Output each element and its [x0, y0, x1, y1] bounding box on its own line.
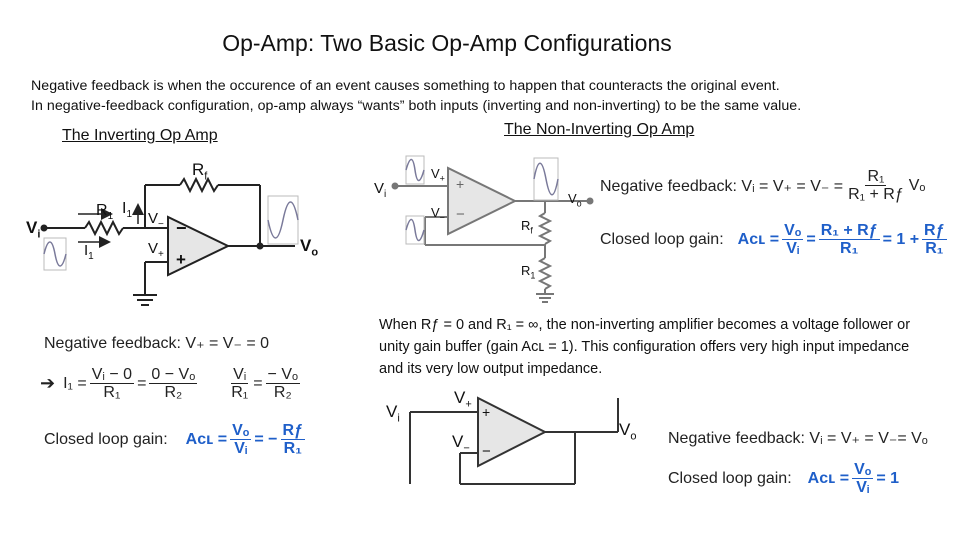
- follower-paragraph: When Rƒ = 0 and R₁ = ∞, the non-inverting amplifier becomes a voltage follower or unity gain buffer (gain Aᴄʟ = 1). This configuration offers very high input impedance and its very low output impedance.: [379, 317, 911, 377]
- follower-gain-equation: [668, 461, 899, 496]
- noninverting-heading: The Non-Inverting Op Amp: [504, 121, 695, 138]
- intro-line-1: Negative feedback is when the occurence of an event causes something to happen that counteracts the original event.: [31, 78, 780, 94]
- inverting-gain-frac2: $\frac{Rƒ}{\text{R₁}}$: [282, 422, 303, 457]
- inverting-circuit: [42, 179, 296, 305]
- inverting-output-waveform: [268, 196, 298, 244]
- inverting-r1-label: $R_1$: [96, 202, 114, 223]
- inverting-i1-label: $I_1$: [122, 200, 133, 221]
- inverting-current-equation: [40, 366, 303, 401]
- inverting-feedback-text: Negative feedback: V₊ = V₋ = 0: [44, 335, 270, 352]
- noninverting-gain-frac2: $\frac{\text{R₁ + Rƒ}}{\text{R₁}}$: [820, 222, 878, 257]
- intro-line-2: In negative-feedback configuration, op-amp always “wants” both inputs (inverting and non-inverting) to be the same value.: [31, 98, 802, 114]
- inverting-vo-label: $V_o$: [300, 236, 319, 259]
- noninverting-vplus-label: $V_+$: [431, 166, 445, 184]
- follower-gain-label: Closed loop gain:: [668, 469, 792, 487]
- follower-plus-sign: +: [482, 404, 491, 420]
- inverting-gain-equation: [44, 422, 308, 457]
- follower-gain-rhs: = 1: [876, 469, 900, 487]
- inverting-rf-label: $R_f$: [192, 160, 208, 183]
- follower-feedback-text: Negative feedback: Vᵢ = V₊ = V₋= Vₒ: [668, 430, 928, 447]
- noninverting-feedback-suffix: Vₒ: [908, 176, 926, 194]
- follower-gain-frac: $\frac{\text{Vₒ}}{\text{Vᵢ}}$: [854, 461, 872, 496]
- right-arrow-icon: ➔: [40, 373, 56, 393]
- eq1-prefix: I₁ =: [63, 374, 87, 392]
- noninverting-plus-sign: +: [456, 176, 465, 192]
- inverting-gain-lhs: Aᴄʟ =: [185, 430, 228, 448]
- inverting-plus-sign: +: [176, 250, 186, 269]
- eq2-equals: =: [253, 374, 263, 392]
- noninverting-gain-eq1: =: [806, 230, 816, 248]
- eq1-frac1: $\frac{\text{Vᵢ − 0}}{\text{R₁}}$: [91, 366, 133, 401]
- inverting-input-waveform: [44, 238, 66, 270]
- inverting-vi-label: $V_i$: [26, 218, 41, 241]
- noninverting-rf-resistor: [540, 213, 550, 244]
- eq2-frac1: $\frac{\text{Vᵢ}}{\text{R₁}}$: [231, 366, 249, 401]
- noninverting-output-waveform: [534, 158, 558, 200]
- inverting-gain-label: Closed loop gain:: [44, 430, 168, 448]
- eq1-frac2: $\frac{\text{0 − Vₒ}}{\text{R₂}}$: [151, 366, 196, 401]
- follower-vplus-label: $V_+$: [454, 388, 472, 411]
- noninverting-gain-equation: [600, 222, 950, 257]
- inverting-gain-frac1: $\frac{\text{Vₒ}}{\text{Vᵢ}}$: [232, 422, 250, 457]
- noninverting-input-waveforms: [406, 156, 424, 244]
- inverting-vplus-label: $V_+$: [148, 240, 164, 260]
- follower-circuit: [410, 398, 618, 484]
- noninverting-gain-lhs: Aᴄʟ =: [737, 230, 780, 248]
- noninverting-rf-label: $R_f$: [521, 218, 533, 236]
- noninverting-r1-label: $R_1$: [521, 263, 536, 281]
- inverting-gain-eq: = −: [254, 430, 278, 448]
- inverting-minus-sign: −: [176, 218, 187, 238]
- noninverting-gain-frac1: $\frac{\text{Vₒ}}{\text{Vᵢ}}$: [784, 222, 802, 257]
- follower-vi-label: $V_i$: [386, 402, 400, 425]
- noninverting-feedback-equation: [600, 168, 925, 203]
- noninverting-vminus-label: $V_-$: [431, 205, 445, 223]
- noninverting-gain-eq2: = 1 +: [882, 230, 920, 248]
- eq2-frac2: $\frac{\text{− Vₒ}}{\text{R₂}}$: [267, 366, 299, 401]
- follower-vminus-label: $V_-$: [452, 432, 470, 455]
- follower-minus-sign: −: [482, 443, 491, 460]
- noninverting-gain-frac3: $\frac{Rƒ}{\text{R₁}}$: [924, 222, 945, 257]
- inverting-vminus-label: $V_-$: [148, 210, 164, 230]
- inverting-i1b-label: $I_1$: [84, 242, 94, 262]
- noninverting-feedback-prefix: Negative feedback: Vᵢ = V₊ = V₋ =: [600, 177, 844, 195]
- noninverting-feedback-frac: $\frac{\text{R₁}}{\text{R₁ + Rƒ}}$: [848, 168, 904, 203]
- page-title: Op-Amp: Two Basic Op-Amp Configurations: [222, 30, 672, 56]
- noninverting-minus-sign: −: [456, 206, 465, 223]
- noninverting-r1-resistor: [540, 258, 550, 289]
- inverting-r1-resistor: [85, 222, 123, 234]
- noninverting-vi-label: $V_i$: [374, 180, 387, 200]
- eq1-equals: =: [137, 374, 147, 392]
- noninverting-gain-label: Closed loop gain:: [600, 230, 724, 248]
- follower-vo-label: $V_o$: [619, 420, 637, 443]
- noninverting-vo-label: $V_o$: [568, 191, 582, 209]
- follower-gain-lhs: Aᴄʟ =: [807, 469, 850, 487]
- inverting-heading: The Inverting Op Amp: [62, 127, 218, 144]
